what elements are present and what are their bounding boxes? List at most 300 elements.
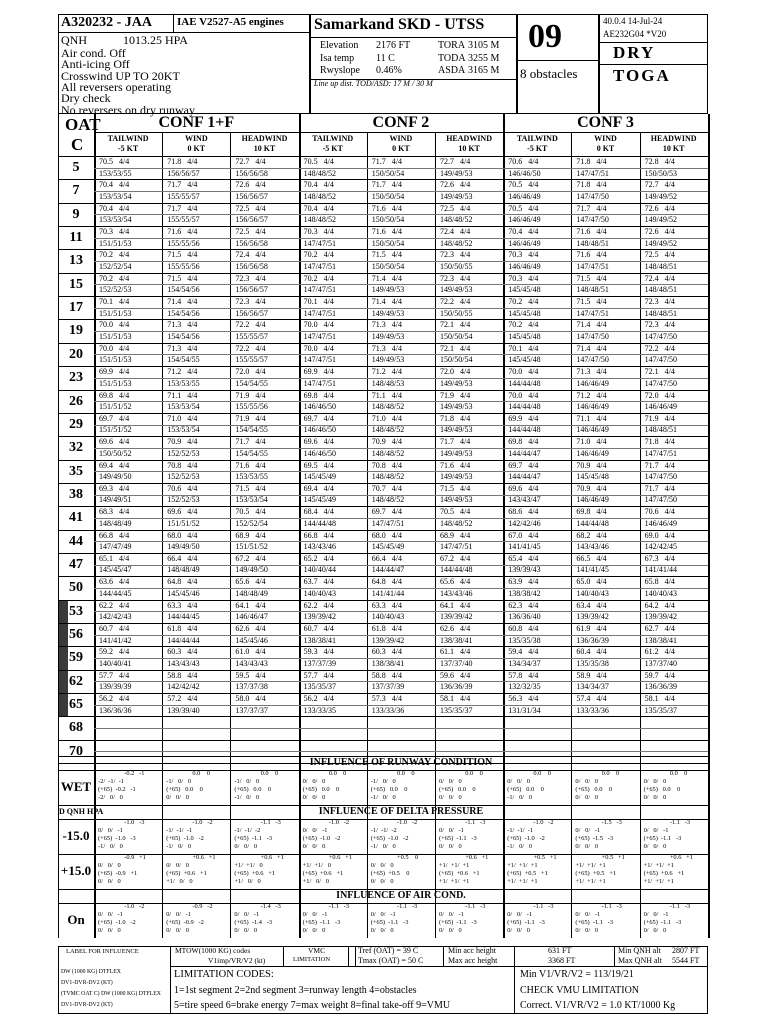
- minus15-cell-line: -1.0 -3: [124, 819, 145, 827]
- cell-v-speeds: 154/54/56: [167, 285, 200, 295]
- correction-note: Correct. V1/VR/V2 = 1.0 KT/1000 Kg: [520, 1000, 676, 1011]
- wet-cell-line: 0.0 0: [533, 770, 551, 778]
- cell-mtow: 69.5 4/4: [303, 460, 334, 470]
- cell-v-speeds: 142/42/43: [99, 612, 132, 622]
- cell-v-speeds: 144/44/47: [508, 448, 541, 458]
- plus15-cell-line: (+65) +0.6 +1: [643, 870, 685, 878]
- vertical-rule: [708, 114, 710, 763]
- engines-label: IAE V2527-A5 engines: [177, 16, 284, 28]
- cell-mtow: 68.0 4/4: [167, 530, 198, 540]
- plus15-cell-line: +1/ +1/ +1: [575, 878, 606, 886]
- minus15-cell-line: -1.0 -2: [397, 819, 418, 827]
- wet-cell-line: 0/ 0/ 0: [507, 778, 530, 786]
- cell-v-speeds: 133/33/36: [576, 705, 609, 715]
- aircond-on-cell-line: (+65) -1.1 -3: [370, 919, 409, 927]
- vertical-rule: [571, 889, 572, 938]
- oat-value: 53: [69, 603, 83, 619]
- vertical-rule: [571, 805, 572, 889]
- cell-mtow: 72.4 4/4: [235, 250, 266, 260]
- cell-v-speeds: 155/55/57: [167, 215, 200, 225]
- cell-v-speeds: 153/53/55: [167, 378, 200, 388]
- cell-v-speeds: 149/49/51: [99, 495, 132, 505]
- cell-v-speeds: 151/51/53: [99, 308, 132, 318]
- cell-v-speeds: 140/40/41: [99, 658, 132, 668]
- cell-v-speeds: 147/47/51: [371, 518, 405, 528]
- cell-v-speeds: 146/46/47: [235, 612, 268, 622]
- cell-v-speeds: 150/50/52: [99, 448, 132, 458]
- cell-v-speeds: 150/50/55: [440, 261, 473, 271]
- cell-mtow: 70.2 4/4: [99, 273, 130, 283]
- aircond-on-cell-line: 0/ 0/ -1: [439, 911, 464, 919]
- plus15-cell-line: +1/ +1/ +1: [439, 878, 470, 886]
- cell-v-speeds: 156/56/58: [235, 168, 268, 178]
- minus15-cell-line: -1/ 0/ 0: [507, 843, 533, 851]
- wind-header-value: -5 KT: [117, 144, 139, 153]
- cell-mtow: 72.7 4/4: [440, 157, 471, 166]
- cell-v-speeds: 143/43/46: [303, 542, 337, 552]
- minus15-cell-line: -1/ -1/ -2: [234, 827, 261, 835]
- chart-code: AE232G04 *V20: [603, 29, 667, 39]
- cell-v-speeds: 146/46/49: [508, 215, 541, 225]
- cell-mtow: 63.9 4/4: [508, 577, 539, 587]
- cell-v-speeds: 143/43/47: [508, 495, 541, 505]
- oat-value: 70: [69, 743, 83, 759]
- cell-v-speeds: 138/38/41: [644, 635, 678, 645]
- aircond-on-cell-line: -1.1 -3: [465, 903, 486, 911]
- aircond-on-cell-line: -1.1 -3: [669, 903, 691, 911]
- plus15-label: +15.0: [60, 862, 92, 878]
- cell-mtow: 71.3 4/4: [167, 320, 198, 330]
- vertical-rule: [503, 805, 505, 889]
- cell-v-speeds: 148/48/52: [303, 191, 337, 201]
- cell-mtow: 71.7 4/4: [235, 437, 266, 447]
- vertical-rule: [503, 889, 505, 938]
- cell-mtow: 71.5 4/4: [440, 483, 471, 493]
- cell-mtow: 60.4 4/4: [576, 647, 607, 657]
- cell-v-speeds: 142/42/46: [508, 518, 541, 528]
- aircond-on-cell-line: 0/ 0/ 0: [98, 927, 121, 935]
- wet-cell-line: -0.2 -1: [124, 770, 145, 778]
- wet-cell-line: 0/ 0/ 0: [643, 794, 667, 802]
- cell-v-speeds: 139/39/42: [576, 612, 609, 622]
- cell-v-speeds: 131/31/34: [508, 705, 541, 715]
- cell-mtow: 59.5 4/4: [235, 670, 266, 680]
- cell-v-speeds: 133/33/36: [371, 705, 405, 715]
- wet-cell-line: 0.0 0: [328, 770, 347, 778]
- cell-mtow: 70.4 4/4: [99, 180, 130, 190]
- plus15-cell-line: (+65) +0.6 +1: [302, 870, 344, 878]
- cell-v-speeds: 149/49/53: [440, 168, 473, 178]
- cell-mtow: 72.6 4/4: [235, 180, 266, 190]
- cell-v-speeds: 146/46/49: [508, 191, 541, 201]
- minus15-cell-line: -1/ 0/ 0: [370, 843, 396, 851]
- wet-cell-line: (+65) 0.0 0: [575, 786, 613, 794]
- wet-cell-line: 0/ 0/ 0: [302, 778, 326, 786]
- cell-v-speeds: 149/49/53: [440, 285, 473, 295]
- plus15-cell-line: +1/ 0/ 0: [166, 878, 193, 886]
- cell-mtow: 70.4 4/4: [303, 203, 334, 213]
- cell-mtow: 72.5 4/4: [644, 250, 675, 260]
- cell-mtow: 58.1 4/4: [440, 694, 471, 704]
- cell-mtow: 69.6 4/4: [508, 483, 539, 493]
- oat-value: 11: [69, 230, 83, 246]
- cell-v-speeds: 136/36/36: [99, 705, 132, 715]
- mtow-codes-label: MTOW(1000 KG) codes: [175, 946, 251, 955]
- aircond-on-cell-line: -1.1 -3: [328, 903, 350, 911]
- cell-mtow: 58.8 4/4: [371, 670, 403, 680]
- cell-mtow: 66.5 4/4: [576, 553, 607, 563]
- oat-value: 38: [69, 486, 83, 502]
- vertical-rule: [571, 756, 572, 805]
- aircond-on-cell-line: -1.1 -3: [397, 903, 418, 911]
- aircond-on-cell-line: (+65) -1.1 -3: [575, 919, 614, 927]
- cell-mtow: 70.9 4/4: [576, 460, 607, 470]
- min-qnh-label: Min QNH alt: [618, 946, 661, 955]
- cell-mtow: 60.7 4/4: [99, 624, 130, 633]
- cell-mtow: 70.3 4/4: [508, 250, 539, 260]
- thrust-setting: TOGA: [613, 66, 671, 85]
- cell-v-speeds: 144/44/48: [508, 425, 541, 435]
- cell-v-speeds: 134/34/37: [508, 658, 541, 668]
- vertical-rule: [503, 756, 505, 805]
- cell-mtow: 69.6 4/4: [303, 437, 334, 447]
- cell-mtow: 69.0 4/4: [644, 530, 675, 540]
- cell-v-speeds: 140/40/43: [576, 588, 609, 598]
- label-for-influence: LABEL FOR INFLUENCE: [66, 948, 139, 955]
- plus15-cell-line: (+65) +0.5 +1: [575, 870, 617, 878]
- conf-header: CONF 1+F: [158, 114, 235, 131]
- cell-mtow: 71.5 4/4: [371, 250, 403, 260]
- cell-mtow: 70.0 4/4: [508, 390, 539, 400]
- oat-value: 17: [69, 300, 83, 316]
- cell-v-speeds: 151/51/52: [99, 402, 132, 411]
- cell-v-speeds: 137/37/37: [235, 705, 268, 715]
- cell-mtow: 71.8 4/4: [576, 157, 607, 166]
- cell-v-speeds: 148/48/52: [371, 495, 405, 505]
- cell-mtow: 72.1 4/4: [440, 320, 471, 330]
- cell-v-speeds: 149/49/53: [440, 425, 473, 435]
- aircond-on-cell-line: 0/ 0/ -1: [166, 911, 192, 919]
- legend-line: DV1-DVR-DV2 (KT): [61, 980, 113, 986]
- cell-mtow: 61.8 4/4: [371, 624, 403, 633]
- cell-v-speeds: 147/47/50: [644, 472, 678, 482]
- cell-v-speeds: 148/48/51: [644, 261, 678, 271]
- oat-value: 13: [69, 253, 83, 269]
- cell-mtow: 71.2 4/4: [371, 367, 403, 377]
- cell-v-speeds: 144/44/44: [167, 635, 200, 645]
- cell-mtow: 71.6 4/4: [576, 227, 607, 237]
- minus15-cell-line: (+65) -1.0 -2: [507, 835, 545, 843]
- air-cond-title: INFLUENCE OF AIR COND.: [336, 890, 466, 902]
- cell-mtow: 57.3 4/4: [371, 694, 403, 704]
- wet-cell-line: (+65) -0.2 -1: [98, 786, 136, 794]
- cell-v-speeds: 149/49/53: [440, 495, 473, 505]
- wind-header: HEADWIND: [650, 134, 697, 143]
- cell-mtow: 62.2 4/4: [303, 600, 334, 610]
- cell-v-speeds: 156/56/57: [235, 308, 268, 318]
- wind-header-value: 0 KT: [392, 144, 410, 153]
- cell-mtow: 69.8 4/4: [303, 390, 334, 400]
- plus15-cell-line: 0/ 0/ 0: [370, 878, 394, 886]
- cell-v-speeds: 149/49/53: [371, 355, 405, 365]
- cell-v-speeds: 156/56/57: [235, 191, 268, 201]
- cell-v-speeds: 147/47/50: [644, 331, 678, 341]
- cell-v-speeds: 153/53/55: [99, 168, 132, 178]
- vertical-rule: [503, 114, 505, 763]
- cell-mtow: 71.8 4/4: [644, 437, 675, 447]
- cell-mtow: 71.5 4/4: [235, 483, 266, 493]
- cell-mtow: 72.4 4/4: [440, 227, 471, 237]
- plus15-cell-line: (+65) -0.9 +1: [98, 870, 138, 878]
- cell-v-speeds: 145/45/48: [508, 331, 541, 341]
- takeoff-chart-sheet: [58, 14, 708, 1014]
- plus15-cell-line: +0.5 0: [397, 854, 419, 862]
- cell-v-speeds: 146/46/49: [508, 261, 541, 271]
- wet-cell-line: 0/ 0/ 0: [166, 794, 189, 802]
- minus15-cell-line: -1/ 0/ 0: [166, 843, 192, 851]
- aircond-on-cell-line: 0/ 0/ -1: [370, 911, 396, 919]
- plus15-cell-line: 0/ 0/ 0: [98, 862, 121, 870]
- cell-v-speeds: 155/55/57: [235, 355, 268, 365]
- oat-value: 47: [69, 556, 83, 572]
- cell-mtow: 70.3 4/4: [508, 273, 539, 283]
- plus15-cell-line: +1/ +1/ +1: [507, 878, 538, 886]
- cell-mtow: 71.5 4/4: [167, 273, 198, 283]
- cell-mtow: 71.0 4/4: [371, 413, 403, 423]
- cell-mtow: 71.3 4/4: [371, 320, 403, 330]
- cell-mtow: 70.6 4/4: [167, 483, 198, 493]
- vertical-rule: [162, 756, 163, 805]
- cell-v-speeds: 151/51/53: [99, 378, 132, 388]
- delta-pressure-title: INFLUENCE OF DELTA PRESSURE: [318, 806, 484, 818]
- cell-v-speeds: 138/38/41: [371, 658, 405, 668]
- cell-v-speeds: 146/46/50: [303, 425, 337, 435]
- cell-v-speeds: 156/56/57: [235, 285, 268, 295]
- cell-mtow: 72.3 4/4: [644, 297, 675, 307]
- plus15-cell-line: +1/ +1/ +1: [643, 862, 674, 870]
- cell-v-speeds: 150/50/54: [371, 261, 405, 271]
- wet-cell-line: 0/ 0/ 0: [575, 794, 599, 802]
- minus15-cell-line: 0/ 0/ 0: [302, 843, 326, 851]
- cell-v-speeds: 135/35/37: [644, 705, 678, 715]
- cell-mtow: 70.4 4/4: [99, 203, 130, 213]
- plus15-cell-line: 0/ 0/ 0: [98, 878, 121, 886]
- minus15-cell-line: (+65) -1.1 -3: [439, 835, 477, 843]
- cell-v-speeds: 146/46/50: [303, 402, 337, 411]
- cell-v-speeds: 148/48/49: [235, 588, 268, 598]
- plus15-cell-line: +1/ 0/ 0: [234, 878, 261, 886]
- aircond-on-cell-line: -1.4 -3: [260, 903, 281, 911]
- cell-mtow: 63.4 4/4: [576, 600, 607, 610]
- cell-v-speeds: 137/37/38: [235, 682, 268, 692]
- cell-v-speeds: 150/50/54: [371, 238, 405, 248]
- oat-value: 50: [69, 580, 83, 596]
- vertical-rule: [435, 805, 436, 889]
- cell-mtow: 71.7 4/4: [644, 483, 675, 493]
- cell-mtow: 70.5 4/4: [440, 507, 471, 517]
- cell-mtow: 71.7 4/4: [371, 157, 403, 166]
- vertical-rule: [367, 756, 368, 805]
- oat-value: 7: [72, 183, 80, 199]
- minus15-cell-line: 0/ 0/ -1: [643, 827, 669, 835]
- cell-mtow: 62.3 4/4: [508, 600, 539, 610]
- cell-v-speeds: 145/45/48: [508, 355, 541, 365]
- plus15-cell-line: 0/ 0/ 0: [370, 862, 394, 870]
- cell-mtow: 59.3 4/4: [303, 647, 334, 657]
- cell-mtow: 70.4 4/4: [303, 180, 334, 190]
- cell-v-speeds: 145/45/49: [303, 495, 337, 505]
- cell-mtow: 69.9 4/4: [508, 413, 539, 423]
- cell-v-speeds: 141/41/44: [644, 565, 678, 575]
- wet-cell-line: 0.0 0: [465, 770, 483, 778]
- runway-info-value: 11 C: [376, 52, 395, 64]
- minus15-cell-line: 0/ 0/ -1: [302, 827, 328, 835]
- plus15-cell-line: (+65) +0.6 +1: [439, 870, 480, 878]
- minus15-label: -15.0: [62, 827, 90, 843]
- minus15-cell-line: 0/ 0/ 0: [234, 843, 258, 851]
- cell-mtow: 67.3 4/4: [644, 553, 675, 563]
- cell-mtow: 65.8 4/4: [644, 577, 675, 587]
- cell-v-speeds: 148/48/52: [371, 402, 405, 411]
- minus15-cell-line: (+65) -1.5 -3: [575, 835, 614, 843]
- cell-v-speeds: 146/46/49: [576, 425, 609, 435]
- minus15-cell-line: 0/ 0/ 0: [575, 843, 599, 851]
- oat-value: 15: [69, 276, 83, 292]
- cell-v-speeds: 152/52/53: [99, 285, 132, 295]
- runway-info-value: 0.46%: [376, 65, 402, 76]
- minus15-cell-line: -1.0 -2: [533, 819, 554, 827]
- wet-cell-line: (+65) 0.0 0: [302, 786, 340, 794]
- cell-v-speeds: 146/46/49: [576, 495, 609, 505]
- vertical-rule: [94, 756, 96, 805]
- max-acc-label: Max acc height: [448, 956, 498, 965]
- cell-v-speeds: 154/54/55: [167, 355, 200, 365]
- vertical-rule: [162, 805, 163, 889]
- cell-mtow: 61.9 4/4: [576, 624, 607, 633]
- minus15-cell-line: 0/ 0/ -1: [439, 827, 464, 835]
- cell-v-speeds: 147/47/51: [303, 261, 337, 271]
- oat-value: 44: [69, 533, 83, 549]
- cell-v-speeds: 149/49/53: [440, 191, 473, 201]
- cell-v-speeds: 139/39/43: [508, 565, 541, 575]
- airport-name: Samarkand SKD - UTSS: [314, 16, 485, 33]
- cell-v-speeds: 145/45/46: [167, 588, 200, 598]
- runway-info-label2: ASDA: [438, 65, 466, 76]
- cell-mtow: 71.4 4/4: [371, 273, 403, 283]
- cell-mtow: 72.2 4/4: [644, 343, 675, 353]
- minus15-cell-line: -1/ -1/ -1: [166, 827, 193, 835]
- cell-mtow: 70.2 4/4: [303, 273, 334, 283]
- cell-mtow: 60.7 4/4: [303, 624, 334, 633]
- cell-v-speeds: 153/53/54: [99, 215, 132, 225]
- cell-v-speeds: 147/47/51: [303, 285, 337, 295]
- cell-v-speeds: 149/49/50: [235, 565, 268, 575]
- plus15-cell-line: +0.6 +1: [260, 854, 284, 862]
- aircond-on-cell-line: 0/ 0/ 0: [370, 927, 394, 935]
- cell-v-speeds: 140/40/43: [644, 588, 678, 598]
- legend-line: (TVMC OAT C) DW (1000 KG) DTFLEX: [61, 991, 161, 997]
- cell-mtow: 67.0 4/4: [508, 530, 539, 540]
- cell-v-speeds: 141/41/45: [508, 542, 541, 552]
- cell-mtow: 70.0 4/4: [99, 343, 130, 353]
- minus15-cell-line: -1.5 -3: [601, 819, 622, 827]
- wet-cell-line: 0.0 0: [260, 770, 279, 778]
- plus15-cell-line: (+65) +0.6 +1: [166, 870, 207, 878]
- cell-mtow: 70.1 4/4: [508, 343, 539, 353]
- plus15-cell-line: +1/ 0/ 0: [302, 878, 329, 886]
- cell-v-speeds: 147/47/50: [644, 378, 678, 388]
- cell-v-speeds: 144/44/48: [303, 518, 337, 528]
- aircond-on-cell-line: (+65) -1.0 -2: [98, 919, 136, 927]
- cell-v-speeds: 136/36/40: [508, 612, 541, 622]
- wet-cell-line: 0/ 0/ 0: [643, 778, 667, 786]
- oat-value: 19: [69, 323, 83, 339]
- cell-v-speeds: 147/47/50: [576, 215, 609, 225]
- cell-mtow: 70.4 4/4: [508, 227, 539, 237]
- wet-cell-line: -1/ 0/ 0: [370, 778, 396, 786]
- cell-v-speeds: 141/41/44: [371, 588, 405, 598]
- cell-mtow: 72.4 4/4: [644, 273, 675, 283]
- cell-v-speeds: 149/49/53: [440, 402, 473, 411]
- check-vmu: CHECK VMU LIMITATION: [520, 985, 640, 996]
- cell-mtow: 71.7 4/4: [576, 203, 607, 213]
- cell-v-speeds: 147/47/51: [576, 168, 609, 178]
- vertical-rule: [708, 756, 709, 805]
- cell-v-speeds: 144/44/48: [576, 518, 609, 528]
- oat-value: 56: [69, 627, 83, 642]
- cell-mtow: 69.4 4/4: [303, 483, 334, 493]
- cell-v-speeds: 135/35/38: [576, 658, 609, 668]
- cell-v-speeds: 151/51/52: [99, 425, 132, 435]
- runway-info-value2: 3165 M: [468, 65, 500, 76]
- cell-v-speeds: 137/37/39: [303, 658, 337, 668]
- oat-value: 62: [69, 673, 83, 689]
- aircond-on-cell-line: (+65) -1.4 -3: [234, 919, 273, 927]
- cell-v-speeds: 148/48/49: [167, 565, 200, 575]
- cell-mtow: 71.4 4/4: [371, 297, 403, 307]
- cell-v-speeds: 139/39/40: [167, 705, 200, 715]
- cell-mtow: 71.5 4/4: [167, 250, 198, 260]
- aircond-on-cell-line: 0/ 0/ -1: [575, 911, 601, 919]
- cell-mtow: 72.2 4/4: [440, 297, 471, 307]
- cell-mtow: 70.6 4/4: [508, 157, 539, 166]
- cell-mtow: 64.1 4/4: [440, 600, 471, 610]
- cell-mtow: 72.3 4/4: [440, 250, 471, 260]
- minus15-cell-line: -1.1 -3: [465, 819, 486, 827]
- cell-v-speeds: 144/44/48: [508, 402, 541, 411]
- cell-v-speeds: 148/48/52: [303, 215, 337, 225]
- cell-v-speeds: 133/33/35: [303, 705, 337, 715]
- cell-mtow: 70.9 4/4: [576, 483, 607, 493]
- condition-line: Crosswind UP TO 20KT: [61, 68, 180, 83]
- cell-mtow: 60.3 4/4: [371, 647, 403, 657]
- cell-mtow: 56.2 4/4: [303, 694, 334, 704]
- wind-header: WIND: [389, 134, 413, 143]
- cell-v-speeds: 147/47/51: [303, 331, 337, 341]
- cell-mtow: 68.9 4/4: [440, 530, 471, 540]
- cell-v-speeds: 147/47/50: [644, 355, 678, 365]
- cell-v-speeds: 143/43/46: [440, 588, 473, 598]
- cell-v-speeds: 147/47/51: [303, 378, 337, 388]
- wet-cell-line: 0/ 0/ 0: [575, 778, 599, 786]
- vertical-rule: [94, 114, 96, 763]
- cell-v-speeds: 146/46/49: [576, 448, 609, 458]
- cell-v-speeds: 152/52/54: [99, 261, 132, 271]
- cell-mtow: 70.1 4/4: [303, 297, 334, 307]
- cell-mtow: 56.3 4/4: [508, 694, 539, 704]
- cell-mtow: 70.5 4/4: [303, 157, 334, 166]
- wind-header: HEADWIND: [241, 134, 288, 143]
